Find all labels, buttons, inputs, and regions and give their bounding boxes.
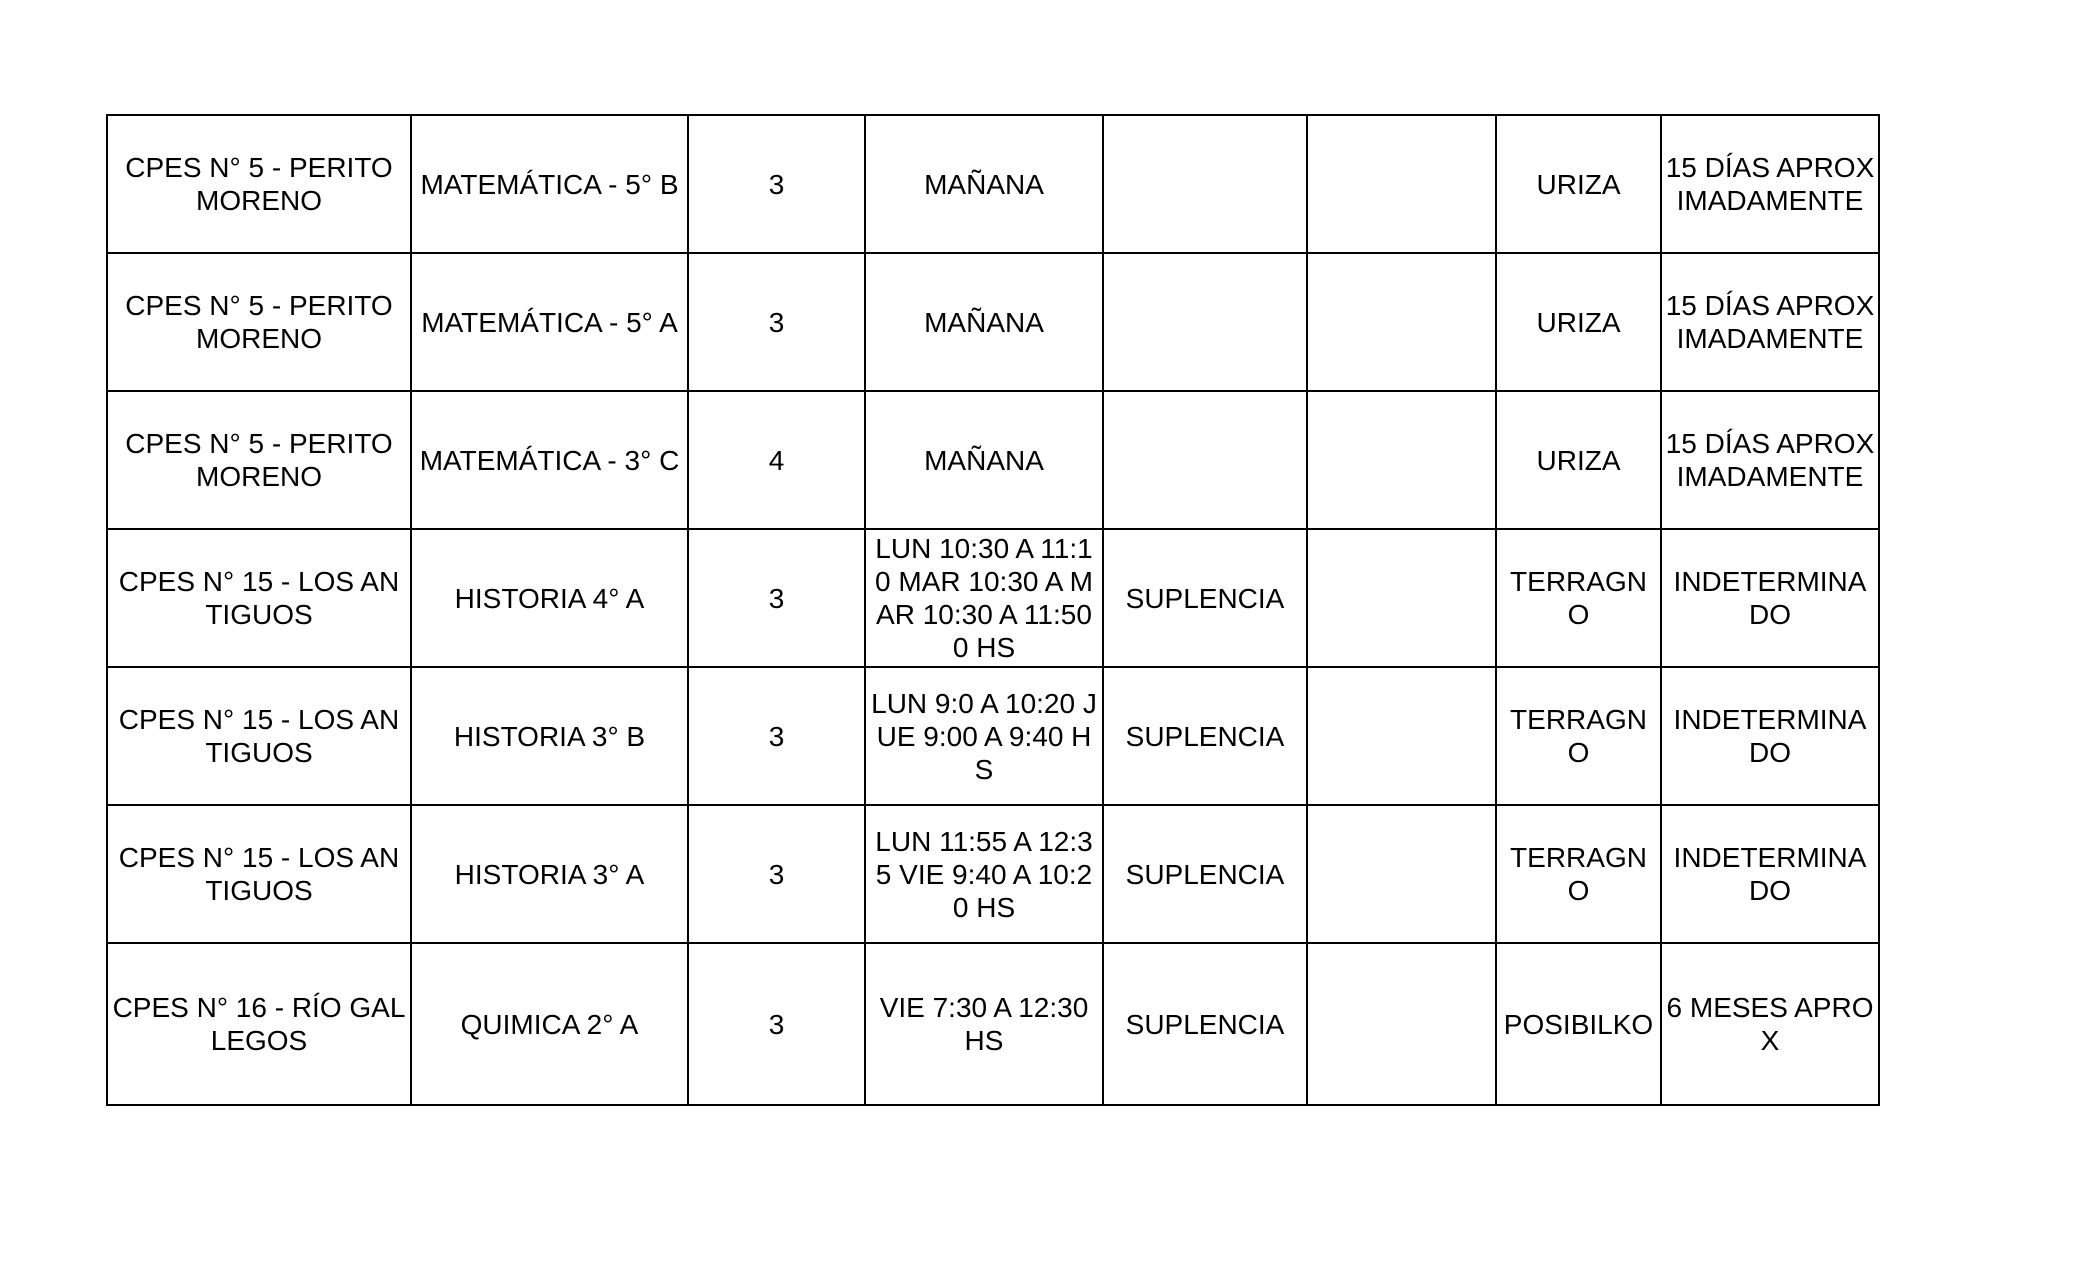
- subject-cell: [411, 391, 688, 529]
- extra-cell: [1307, 943, 1496, 1105]
- school-text: CPES N° 15 - LOS ANTIGUOS: [118, 842, 400, 906]
- schedule-text: LUN 9:0 A 10:20 JUE 9:00 A 9:40 HS: [871, 687, 1097, 785]
- duration-text: INDETERMINADO: [1673, 704, 1867, 768]
- hours-text: 3: [768, 858, 785, 890]
- duration-text: INDETERMINADO: [1673, 566, 1867, 630]
- subject-text: HISTORIA 3° A: [454, 858, 645, 890]
- school-text: CPES N° 5 - PERITO MORENO: [125, 290, 393, 354]
- schedule-text: VIE 7:30 A 12:30 HS: [879, 992, 1089, 1056]
- subject-cell: [411, 529, 688, 667]
- hours-cell: [688, 529, 865, 667]
- duration-text: 6 MESES APROX: [1666, 992, 1874, 1056]
- schedule-text: LUN 11:55 A 12:35 VIE 9:40 A 10:20 HS: [875, 825, 1093, 923]
- duration-cell: [1661, 667, 1879, 805]
- teacher-cell: [1496, 115, 1661, 253]
- subject-cell: [411, 667, 688, 805]
- teacher-text: TERRAGNO: [1510, 566, 1647, 630]
- type-text: SUPLENCIA: [1125, 1008, 1285, 1040]
- extra-cell: [1307, 805, 1496, 943]
- type-cell: [1103, 529, 1307, 667]
- schedule-cell: [865, 115, 1103, 253]
- school-text: CPES N° 15 - LOS ANTIGUOS: [118, 566, 400, 630]
- duration-cell: [1661, 805, 1879, 943]
- schedule-text: MAÑANA: [924, 168, 1044, 200]
- hours-cell: [688, 805, 865, 943]
- subject-text: QUIMICA 2° A: [460, 1008, 639, 1040]
- table-row: [107, 943, 1879, 1105]
- subject-cell: [411, 253, 688, 391]
- schedule-cell: [865, 805, 1103, 943]
- school-text: CPES N° 15 - LOS ANTIGUOS: [118, 704, 400, 768]
- table-row: [107, 529, 1879, 667]
- type-text: SUPLENCIA: [1125, 720, 1285, 752]
- hours-text: 3: [768, 720, 785, 752]
- school-cell: [107, 943, 411, 1105]
- extra-cell: [1307, 253, 1496, 391]
- school-text: CPES N° 16 - RÍO GALLEGOS: [112, 992, 406, 1056]
- teacher-text: TERRAGNO: [1510, 842, 1647, 906]
- schedule-cell: [865, 667, 1103, 805]
- table-row: [107, 805, 1879, 943]
- schedule-cell: [865, 529, 1103, 667]
- school-text: CPES N° 5 - PERITO MORENO: [125, 428, 393, 492]
- duration-cell: [1661, 115, 1879, 253]
- table-row: [107, 391, 1879, 529]
- teacher-text: URIZA: [1536, 444, 1621, 476]
- subject-text: HISTORIA 4° A: [454, 582, 645, 614]
- teacher-text: URIZA: [1536, 168, 1621, 200]
- schedule-cell: [865, 391, 1103, 529]
- subject-text: MATEMÁTICA - 3° C: [419, 444, 680, 476]
- school-cell: [107, 391, 411, 529]
- extra-cell: [1307, 115, 1496, 253]
- hours-cell: [688, 253, 865, 391]
- type-cell: [1103, 253, 1307, 391]
- type-cell: [1103, 805, 1307, 943]
- schedule-text: MAÑANA: [924, 444, 1044, 476]
- hours-text: 4: [768, 444, 785, 476]
- hours-cell: [688, 115, 865, 253]
- school-cell: [107, 667, 411, 805]
- schedule-text: LUN 10:30 A 11:10 MAR 10:30 A MAR 10:30 A 11:500 HS: [875, 533, 1093, 663]
- school-cell: [107, 805, 411, 943]
- extra-cell: [1307, 529, 1496, 667]
- schedule-text: MAÑANA: [924, 306, 1044, 338]
- type-text: SUPLENCIA: [1125, 858, 1285, 890]
- teacher-cell: [1496, 391, 1661, 529]
- schedule-cell: [865, 253, 1103, 391]
- hours-cell: [688, 667, 865, 805]
- school-cell: [107, 115, 411, 253]
- school-text: CPES N° 5 - PERITO MORENO: [125, 152, 393, 216]
- hours-text: 3: [768, 168, 785, 200]
- school-cell: [107, 253, 411, 391]
- schedule-cell: [865, 943, 1103, 1105]
- duration-text: INDETERMINADO: [1673, 842, 1867, 906]
- teacher-text: POSIBILKO: [1503, 1008, 1654, 1040]
- teacher-cell: [1496, 667, 1661, 805]
- type-cell: [1103, 391, 1307, 529]
- duration-text: 15 DÍAS APROXIMADAMENTE: [1665, 290, 1875, 354]
- type-cell: [1103, 115, 1307, 253]
- vacancy-table: [106, 114, 1880, 1106]
- extra-cell: [1307, 667, 1496, 805]
- hours-text: 3: [768, 306, 785, 338]
- subject-cell: [411, 115, 688, 253]
- table-row: [107, 667, 1879, 805]
- subject-cell: [411, 805, 688, 943]
- subject-text: MATEMÁTICA - 5° A: [421, 306, 678, 338]
- duration-cell: [1661, 391, 1879, 529]
- duration-text: 15 DÍAS APROXIMADAMENTE: [1665, 428, 1875, 492]
- hours-cell: [688, 943, 865, 1105]
- teacher-cell: [1496, 253, 1661, 391]
- duration-cell: [1661, 529, 1879, 667]
- type-cell: [1103, 667, 1307, 805]
- hours-text: 3: [768, 1008, 785, 1040]
- duration-cell: [1661, 943, 1879, 1105]
- subject-text: HISTORIA 3° B: [453, 720, 646, 752]
- duration-text: 15 DÍAS APROXIMADAMENTE: [1665, 152, 1875, 216]
- teacher-cell: [1496, 943, 1661, 1105]
- subject-cell: [411, 943, 688, 1105]
- subject-text: MATEMÁTICA - 5° B: [420, 168, 679, 200]
- table-row: [107, 253, 1879, 391]
- teacher-cell: [1496, 805, 1661, 943]
- teacher-text: URIZA: [1536, 306, 1621, 338]
- hours-text: 3: [768, 582, 785, 614]
- teacher-cell: [1496, 529, 1661, 667]
- type-cell: [1103, 943, 1307, 1105]
- type-text: SUPLENCIA: [1125, 582, 1285, 614]
- duration-cell: [1661, 253, 1879, 391]
- hours-cell: [688, 391, 865, 529]
- school-cell: [107, 529, 411, 667]
- extra-cell: [1307, 391, 1496, 529]
- teacher-text: TERRAGNO: [1510, 704, 1647, 768]
- table-row: [107, 115, 1879, 253]
